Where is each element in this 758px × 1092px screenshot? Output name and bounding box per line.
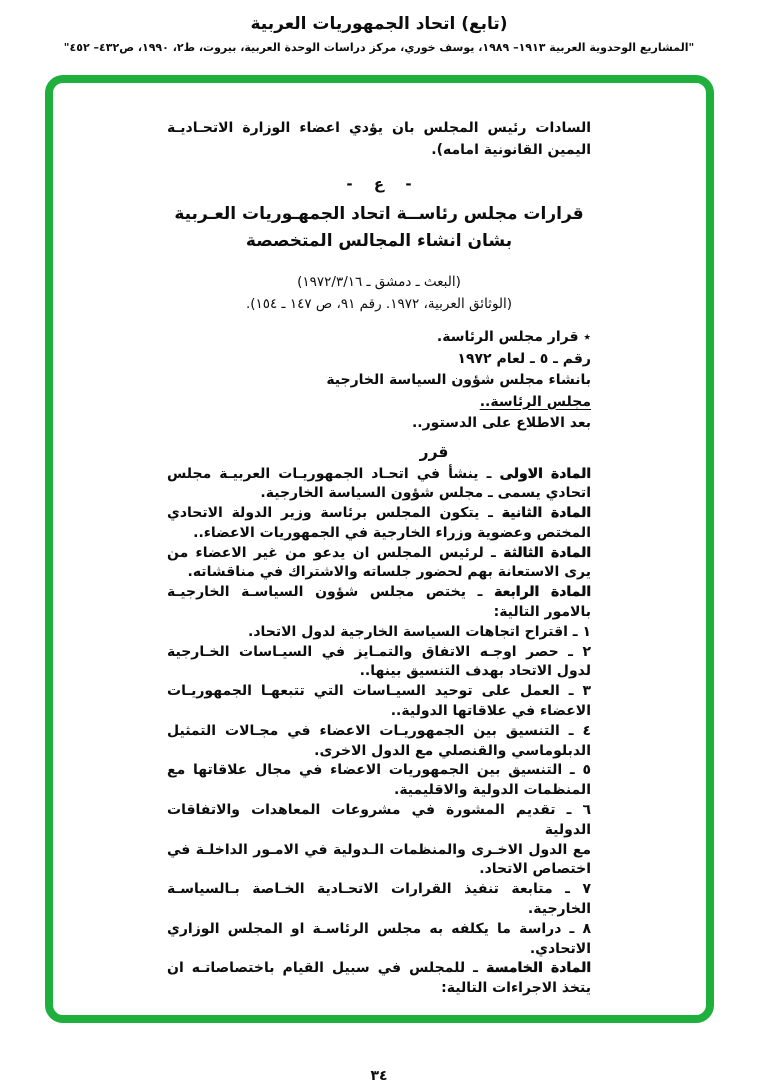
article-line: ٢ ـ حصر اوجـه الاتفاق والتمـايز في السيـاسات الخـارجية [167, 643, 591, 660]
article-line: ٦ ـ تقديم المشورة في مشروعات المعاهدات والاتفاقات الدولية [167, 802, 591, 838]
source-citation: "المشاريع الوحدوية العربية ١٩١٣– ١٩٨٩، يوسف خوري، مركز دراسات الوحدة العربية، بيروت، ط٢، ١٩٩٠، ص٤٣٢– ٤٥٢" [63, 41, 695, 54]
article-line: المادة الرابعة ـ يختص مجلس شؤون السياسـة الخارجيـة [167, 584, 591, 601]
title-line: بشان انشاء المجالس المتخصصة [245, 231, 513, 251]
article-line: المادة الثالثة ـ لرئيس المجلس ان يدعو من غير الاعضاء من [167, 544, 591, 561]
article-line: ٧ ـ متابعة تنفيذ القرارات الاتحـادية الخـاصة بـالسياسـة [167, 881, 591, 898]
article-line: بالامور التالية: [493, 604, 591, 621]
article-line: المادة الاولى ـ ينشأ في اتحـاد الجمهوريـات العربيـة مجلس [167, 465, 591, 482]
decision-word: قرر [419, 442, 449, 461]
article-line: اتحادي يسمى ـ مجلس شؤون السياسة الخارجية. [260, 485, 591, 502]
decree-heading-line: مجلس الرئاسة.. [479, 393, 591, 410]
article-line: ٣ ـ العمل على توحيد السيـاسات التي تتبعهـا الجمهوريـات [167, 683, 591, 700]
page-number: ٣٤ [370, 1068, 388, 1084]
decree-heading-line: بعد الاطلاع على الدستور.. [411, 415, 591, 431]
page-header [0, 14, 758, 54]
decree-heading [167, 327, 591, 435]
section-marker: - ع - [346, 175, 412, 193]
source-line: (البعث ـ دمشق ـ ١٩٧٢/٣/١٦) [297, 274, 461, 290]
article-line: يرى الاستعانة بهم لحضور جلساته والاشتراك في مناقشاته. [187, 564, 591, 581]
intro-line: السادات رئيس المجلس بان يؤدي اعضاء الوزارة الاتحـاديـة [167, 120, 591, 136]
article-line: ٥ ـ التنسيق بين الجمهوريات الاعضاء في مجال علاقاتها مع [167, 762, 591, 779]
intro-line: اليمين القانونية امامه). [431, 142, 591, 158]
decree-articles [167, 465, 591, 1000]
article-line: ٤ ـ التنسيق بين الجمهوريـات الاعضاء في مجـالات التمثيل [167, 722, 591, 739]
article-line: المادة الثانية ـ يتكون المجلس برئاسة وزير الدولة الاتحادي [167, 505, 592, 522]
book-title: (تابع) اتحاد الجمهوريات العربية [250, 14, 508, 34]
article-line: اختصاص الاتحاد. [479, 861, 591, 878]
title-line: قرارات مجلس رئاســة اتحاد الجمهـوريات العـربية [174, 204, 584, 224]
article-line: لدول الاتحاد بهدف التنسيق بينها.. [359, 663, 591, 680]
article-line: ١ ـ اقتراح اتجاهات السياسة الخارجية لدول الاتحاد. [248, 623, 591, 640]
document-column [167, 117, 591, 999]
decree-heading-line: ٭ قرار مجلس الرئاسة. [436, 329, 591, 345]
article-line: يتخذ الاجراءات التالية: [441, 980, 591, 997]
article-line: المختص وعضوية وزراء الخارجية في الجمهوريات الاعضاء.. [193, 524, 591, 541]
article-line: الخارجية. [527, 901, 591, 918]
decree-collection-title [167, 201, 591, 255]
decree-heading-line: رقم ـ ٥ ـ لعام ١٩٧٢ [457, 350, 591, 367]
article-line: الاعضاء في علاقاتها الدولية.. [390, 703, 591, 720]
article-line: الاتحادي. [529, 940, 591, 957]
article-line: المنظمات الدولية والاقليمية. [394, 782, 591, 799]
intro-paragraph [167, 117, 591, 161]
source-references [167, 271, 591, 315]
article-line: الدبلوماسي والقنصلي مع الدول الاخرى. [314, 742, 591, 759]
document-green-frame [45, 75, 714, 1023]
source-line: (الوثائق العربية، ١٩٧٢. رقم ٩١، ص ١٤٧ ـ ١٥٤). [245, 296, 513, 312]
article-line: ٨ ـ دراسة ما يكلفه به مجلس الرئاسـة او المجلس الوزاري [167, 920, 591, 937]
article-line: المادة الخامسة ـ للمجلس في سبيل القيام باختصاصاتـه ان [167, 960, 591, 977]
decree-heading-line: بانشاء مجلس شؤون السياسة الخارجية [326, 372, 591, 388]
article-line: مع الدول الاخـرى والمنظمات الـدولية في الامـور الداخلـة في [167, 841, 591, 858]
